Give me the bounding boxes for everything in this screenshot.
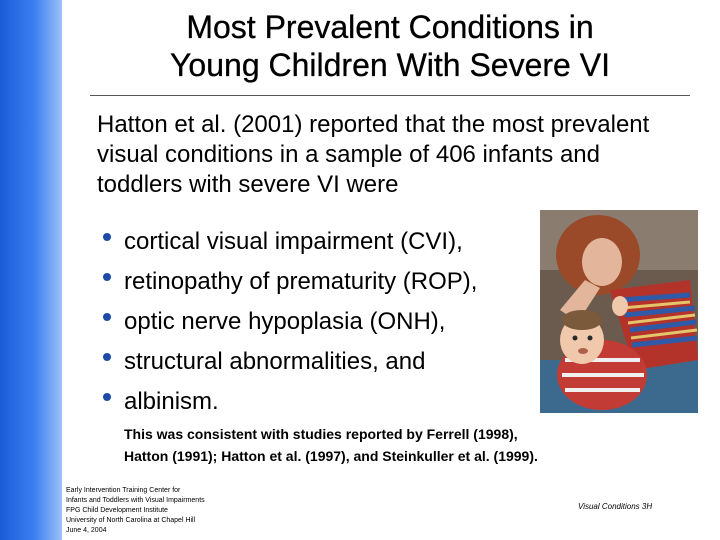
list-item-label: albinism. [124, 388, 219, 415]
list-item [100, 385, 560, 425]
intro-text: Hatton et al. (2001) reported that the most prevalent visual conditions in a sample of 406 infants and toddlers with severe VI were [97, 111, 650, 198]
title-divider [90, 95, 690, 96]
mother-and-baby-photo [540, 210, 698, 413]
list-item [100, 345, 560, 385]
list-item-label: optic nerve hypoplasia (ONH), [124, 308, 446, 335]
list-item [100, 225, 560, 265]
list-item-label: cortical visual impairment (CVI), [124, 228, 463, 255]
citation-note [124, 423, 684, 467]
condition-list [100, 225, 560, 425]
list-item-label: structural abnormalities, and [124, 348, 426, 375]
list-item [100, 265, 560, 305]
footer-line: Early Intervention Training Center for [66, 487, 181, 494]
left-gradient-bar [0, 0, 62, 540]
bullet-icon [103, 273, 111, 281]
footer-line: University of North Carolina at Chapel Hill [66, 517, 196, 524]
bullet-icon [103, 353, 111, 361]
slide-label: Visual Conditions 3H [578, 502, 653, 511]
title-line-2: Young Children With Severe VI [170, 47, 610, 83]
note-line-1: This was consistent with studies reported by Ferrell (1998), [124, 426, 518, 442]
slide-title [90, 8, 690, 84]
bullet-icon [103, 393, 111, 401]
list-item [100, 305, 560, 345]
title-line-1: Most Prevalent Conditions in [186, 9, 594, 45]
bullet-icon [103, 233, 111, 241]
footer-institution [66, 486, 286, 536]
bullet-icon [103, 313, 111, 321]
footer-date: June 4, 2004 [66, 527, 107, 534]
note-line-2: Hatton (1991); Hatton et al. (1997), and Steinkuller et al. (1999). [124, 448, 538, 464]
footer-line: FPG Child Development Institute [66, 507, 168, 514]
list-item-label: retinopathy of prematurity (ROP), [124, 268, 478, 295]
footer-line: Infants and Toddlers with Visual Impairments [66, 497, 205, 504]
